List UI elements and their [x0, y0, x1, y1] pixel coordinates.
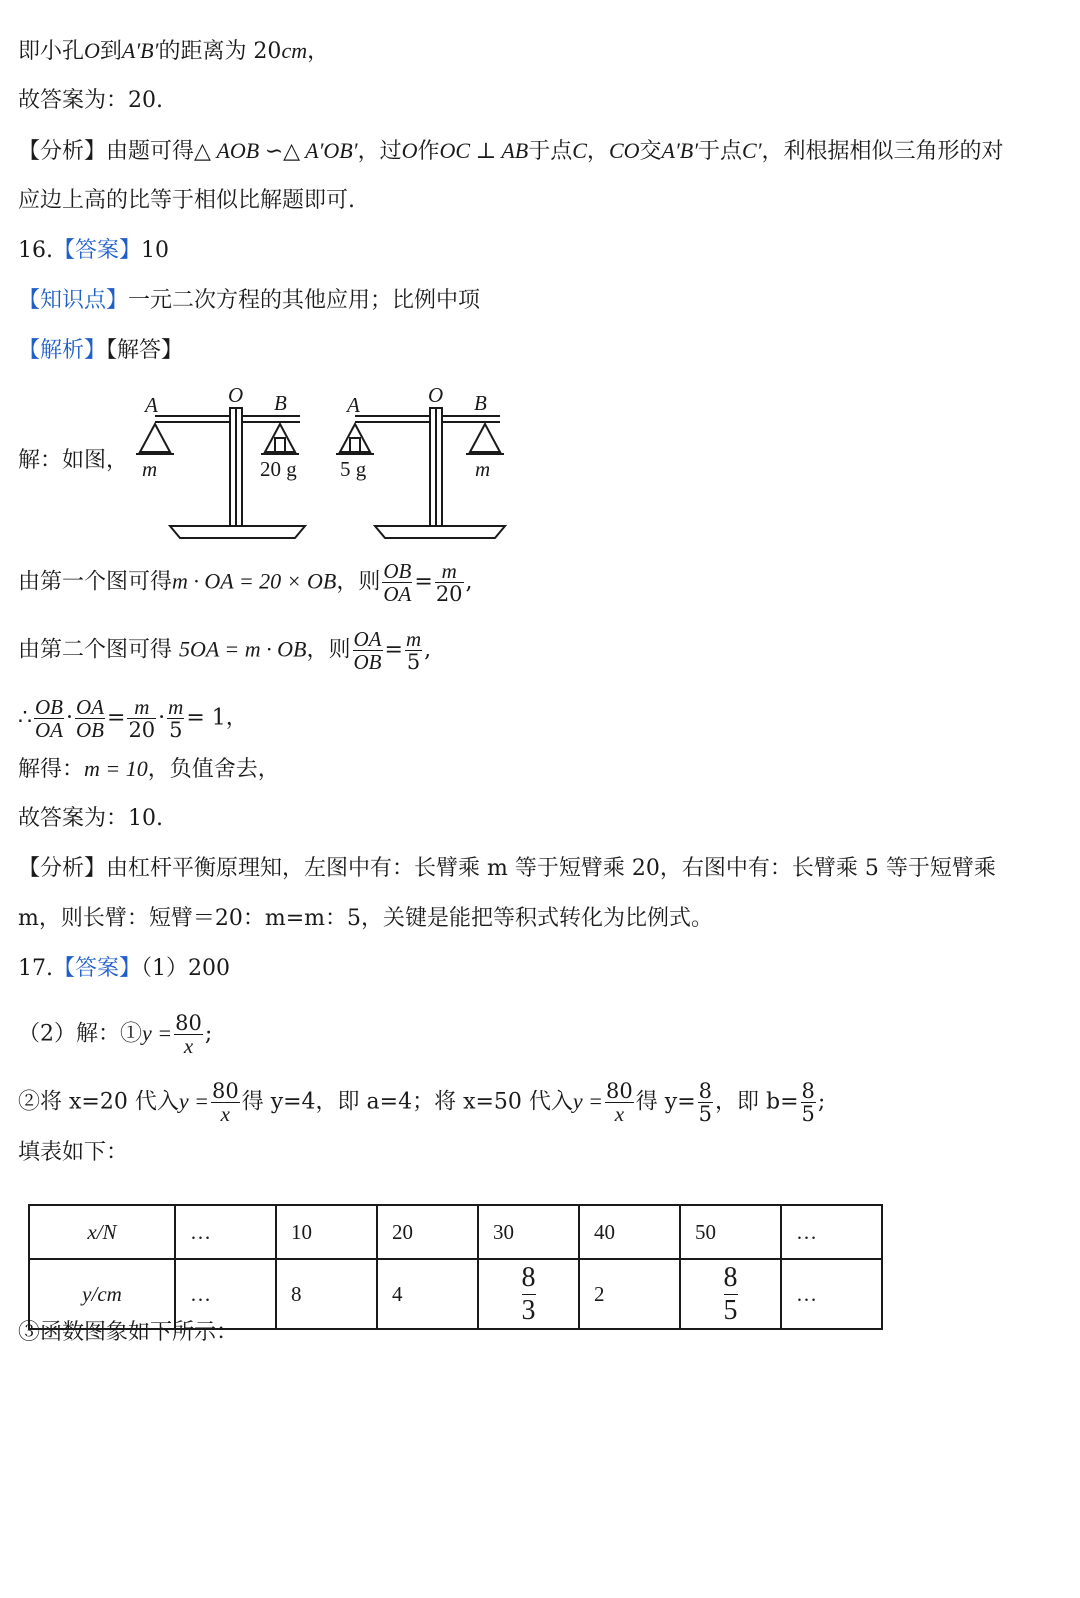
table-row [29, 1205, 882, 1259]
fig1-label-B: B [274, 391, 287, 415]
equation-line-3: ∴ $\frac{OB}{OA}$ · $\frac{OA}{OB}$ = $\frac{m}{20}$ · $\frac{m}{5}$ = 1， [18, 695, 248, 742]
answer-17: 17.【答案】（1）200 [18, 956, 231, 981]
fraction: $\frac{OB}{OA}$ [35, 695, 63, 742]
knowledge-point: 【知识点】一元二次方程的其他应用；比例中项 [18, 288, 481, 313]
table-cell: … [175, 1205, 276, 1259]
fraction: $\frac{80}{x}$ [175, 1011, 202, 1058]
analysis-line-1: 【分析】由题可得△ AOB ∽△ A′OB′，过O作OC ⊥ AB于点C，CO交A′B′于点C′，利根据相似三角形的对 [18, 138, 1004, 164]
table-cell: $\frac{8}{5}$ [680, 1259, 781, 1329]
analysis-line-2: 应边上高的比等于相似比解题即可. [18, 188, 355, 213]
table-cell: 4 [377, 1259, 478, 1329]
table-cell: … [175, 1259, 276, 1329]
fraction: $\frac{m}{5}$ [168, 695, 184, 742]
table-header-y: y/cm [29, 1259, 175, 1329]
fraction: $\frac{OA}{OB}$ [353, 627, 382, 674]
fig1-right-weight: 20 g [260, 457, 297, 481]
table-cell: 50 [680, 1205, 781, 1259]
fraction: $\frac{OA}{OB}$ [76, 695, 104, 742]
table-cell: … [781, 1205, 882, 1259]
fraction: $\frac{m}{5}$ [405, 627, 422, 674]
table-header-x: x/N [29, 1205, 175, 1259]
table-cell: 2 [579, 1259, 680, 1329]
balance-scale-figure [130, 380, 520, 545]
table-cell: 8 [276, 1259, 377, 1329]
table-cell: 20 [377, 1205, 478, 1259]
fraction: $\frac{OB}{OA}$ [383, 559, 412, 606]
fig1-label-O: O [228, 383, 244, 407]
equation-line-1: 由第一个图可得m · OA = 20 × OB，则 $\frac{OB}{OA}$ = $\frac{m}{20}$ , [18, 559, 473, 606]
fraction: $\frac{8}{5}$ [698, 1079, 713, 1126]
fig2-label-B: B [474, 391, 487, 415]
fraction: $\frac{80}{x}$ [606, 1079, 633, 1126]
table-intro: 填表如下： [18, 1140, 129, 1165]
fraction: $\frac{m}{20}$ [435, 559, 463, 606]
value-table [28, 1204, 883, 1330]
answer-17-part2-1: （2）解：①y = $\frac{80}{x}$ ; [18, 1011, 213, 1058]
table-cell: 10 [276, 1205, 377, 1259]
text-line-2: 故答案为：20. [18, 88, 163, 113]
text-line-1: 即小孔O到A′B′的距离为 20cm， [18, 38, 330, 64]
answer-line: 故答案为：10. [18, 806, 163, 831]
solution-intro: 解：如图， [18, 448, 129, 473]
fig2-label-A: A [347, 393, 360, 417]
graph-intro: ③函数图象如下所示： [18, 1320, 239, 1345]
equation-line-2: 由第二个图可得 5OA = m · OB，则 $\frac{OA}{OB}$ = $\frac{m}{5}$ , [18, 627, 432, 674]
fraction: $\frac{80}{x}$ [211, 1079, 239, 1126]
answer-16: 16.【答案】10 [18, 238, 170, 263]
table-cell: 30 [478, 1205, 579, 1259]
fraction: $\frac{8}{5}$ [801, 1079, 815, 1126]
fig1-left-weight: m [142, 457, 158, 481]
table-cell: 40 [579, 1205, 680, 1259]
fig2-left-weight: 5 g [340, 457, 367, 481]
solve-result: 解得：m = 10，负值舍去， [18, 756, 280, 782]
fraction: $\frac{m}{20}$ [128, 695, 156, 742]
table-cell: $\frac{8}{3}$ [478, 1259, 579, 1329]
analysis-16-line-1: 【分析】由杠杆平衡原理知，左图中有：长臂乘 m 等于短臂乘 20，右图中有：长臂乘 5 等于短臂乘 [18, 856, 996, 881]
fig2-right-weight: m [475, 457, 491, 481]
answer-17-part2-2: ②将 x=20 代入y = $\frac{80}{x}$ 得 y=4，即 a=4；将 x=50 代入y = $\frac{80}{x}$ 得 y= $\frac{8}{5}$ ，即 b= $\frac{8}{5}$ ; [18, 1079, 826, 1126]
analysis-16-line-2: m，则长臂：短臂＝20：m=m：5，关键是能把等积式转化为比例式。 [18, 906, 714, 931]
fig1-label-A: A [145, 393, 158, 417]
fig2-label-O: O [428, 383, 444, 407]
table-cell: … [781, 1259, 882, 1329]
solution-heading: 【解析】【解答】 [18, 338, 184, 363]
